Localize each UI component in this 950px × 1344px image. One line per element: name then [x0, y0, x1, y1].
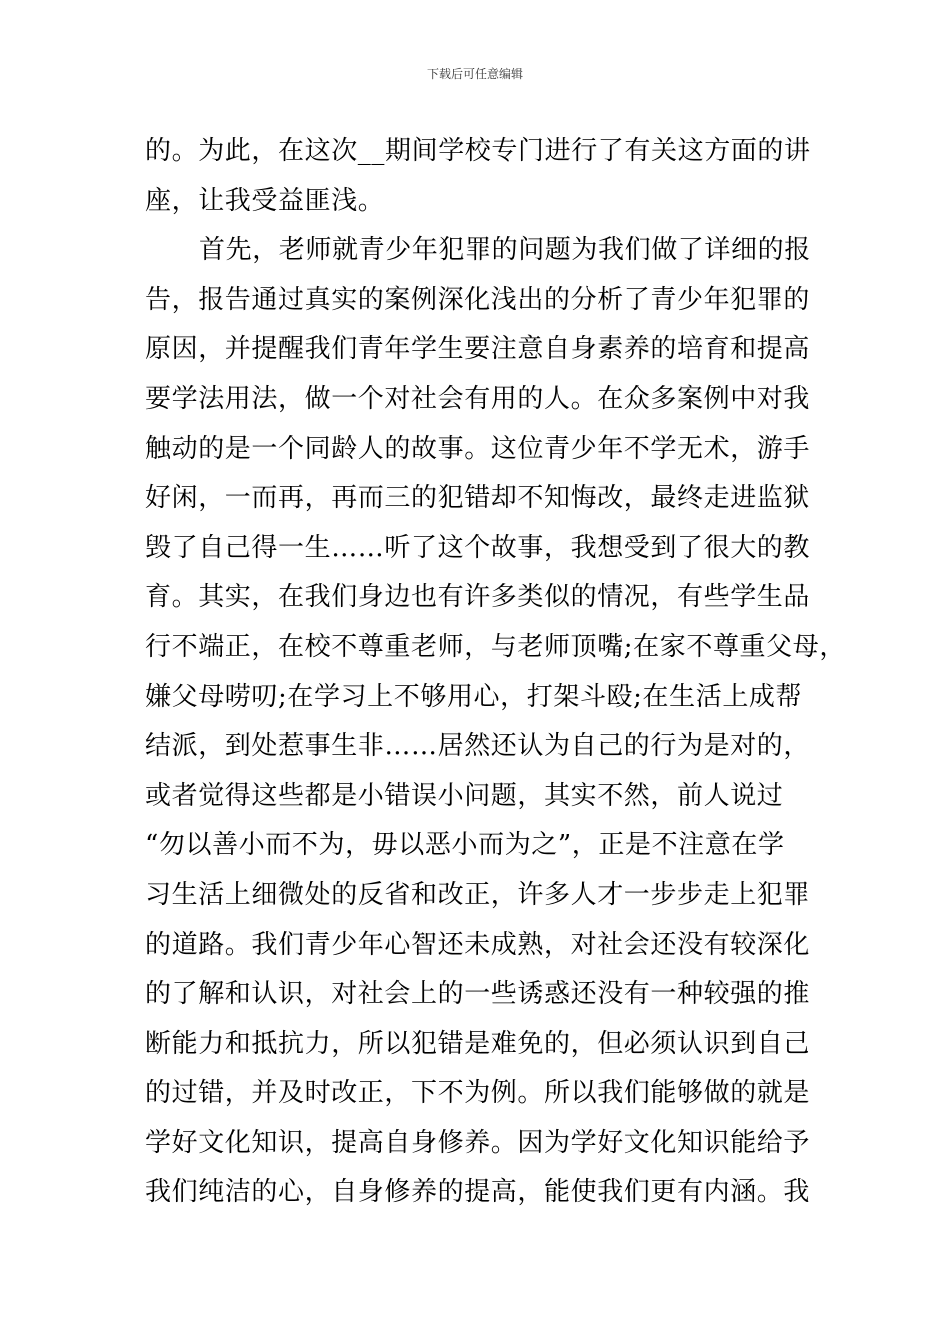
text-line: 原因，并提醒我们青年学生要注意自身素养的培育和提高	[145, 334, 811, 365]
text-line: 座，让我受益匪浅。	[145, 185, 385, 216]
text-line: 断能力和抵抗力，所以犯错是难免的，但必须认识到自己	[145, 1028, 811, 1059]
text-line: 的过错，并及时改正，下不为例。所以我们能够做的就是	[145, 1078, 811, 1109]
text-line: 育。其实，在我们身边也有许多类似的情况，有些学生品	[145, 582, 811, 613]
text-line: 告，报告通过真实的案例深化浅出的分析了青少年犯罪的	[145, 284, 811, 315]
text-line: 或者觉得这些都是小错误小问题，其实不然，前人说过	[145, 780, 784, 811]
text-line: 学好文化知识，提高自身修养。因为学好文化知识能给予	[145, 1127, 811, 1158]
text-line: 结派，到处惹事生非……居然还认为自己的行为是对的，	[145, 731, 811, 762]
paragraph-start-line: 首先，老师就青少年犯罪的问题为我们做了详细的报	[199, 235, 811, 266]
text-line: 触动的是一个同龄人的故事。这位青少年不学无术，游手	[145, 433, 811, 464]
text-line: 嫌父母唠叨;在学习上不够用心，打架斗殴;在生活上成帮	[145, 681, 803, 712]
text-line: “勿以善小而不为，毋以恶小而为之”，正是不注意在学	[145, 830, 785, 861]
text-line: 的。为此，在这次__期间学校专门进行了有关这方面的讲	[145, 136, 811, 166]
text-line: 好闲，一而再，再而三的犯错却不知悔改，最终走进监狱	[145, 483, 811, 514]
text-line: 的了解和认识，对社会上的一些诱惑还没有一种较强的推	[145, 979, 811, 1010]
text-line: 我们纯洁的心，自身修养的提高，能使我们更有内涵。我	[145, 1177, 811, 1208]
text-line: 要学法用法，做一个对社会有用的人。在众多案例中对我	[145, 383, 811, 414]
text-line: 毁了自己得一生……听了这个故事，我想受到了很大的教	[145, 532, 811, 563]
document-body	[145, 127, 846, 1218]
text-line: 行不端正，在校不尊重老师，与老师顶嘴;在家不尊重父母，	[145, 631, 846, 662]
page-header: 下载后可任意编辑	[426, 67, 523, 81]
text-line: 习生活上细微处的反省和改正，许多人才一步步走上犯罪	[145, 879, 811, 910]
text-line: 的道路。我们青少年心智还未成熟，对社会还没有较深化	[145, 929, 811, 960]
